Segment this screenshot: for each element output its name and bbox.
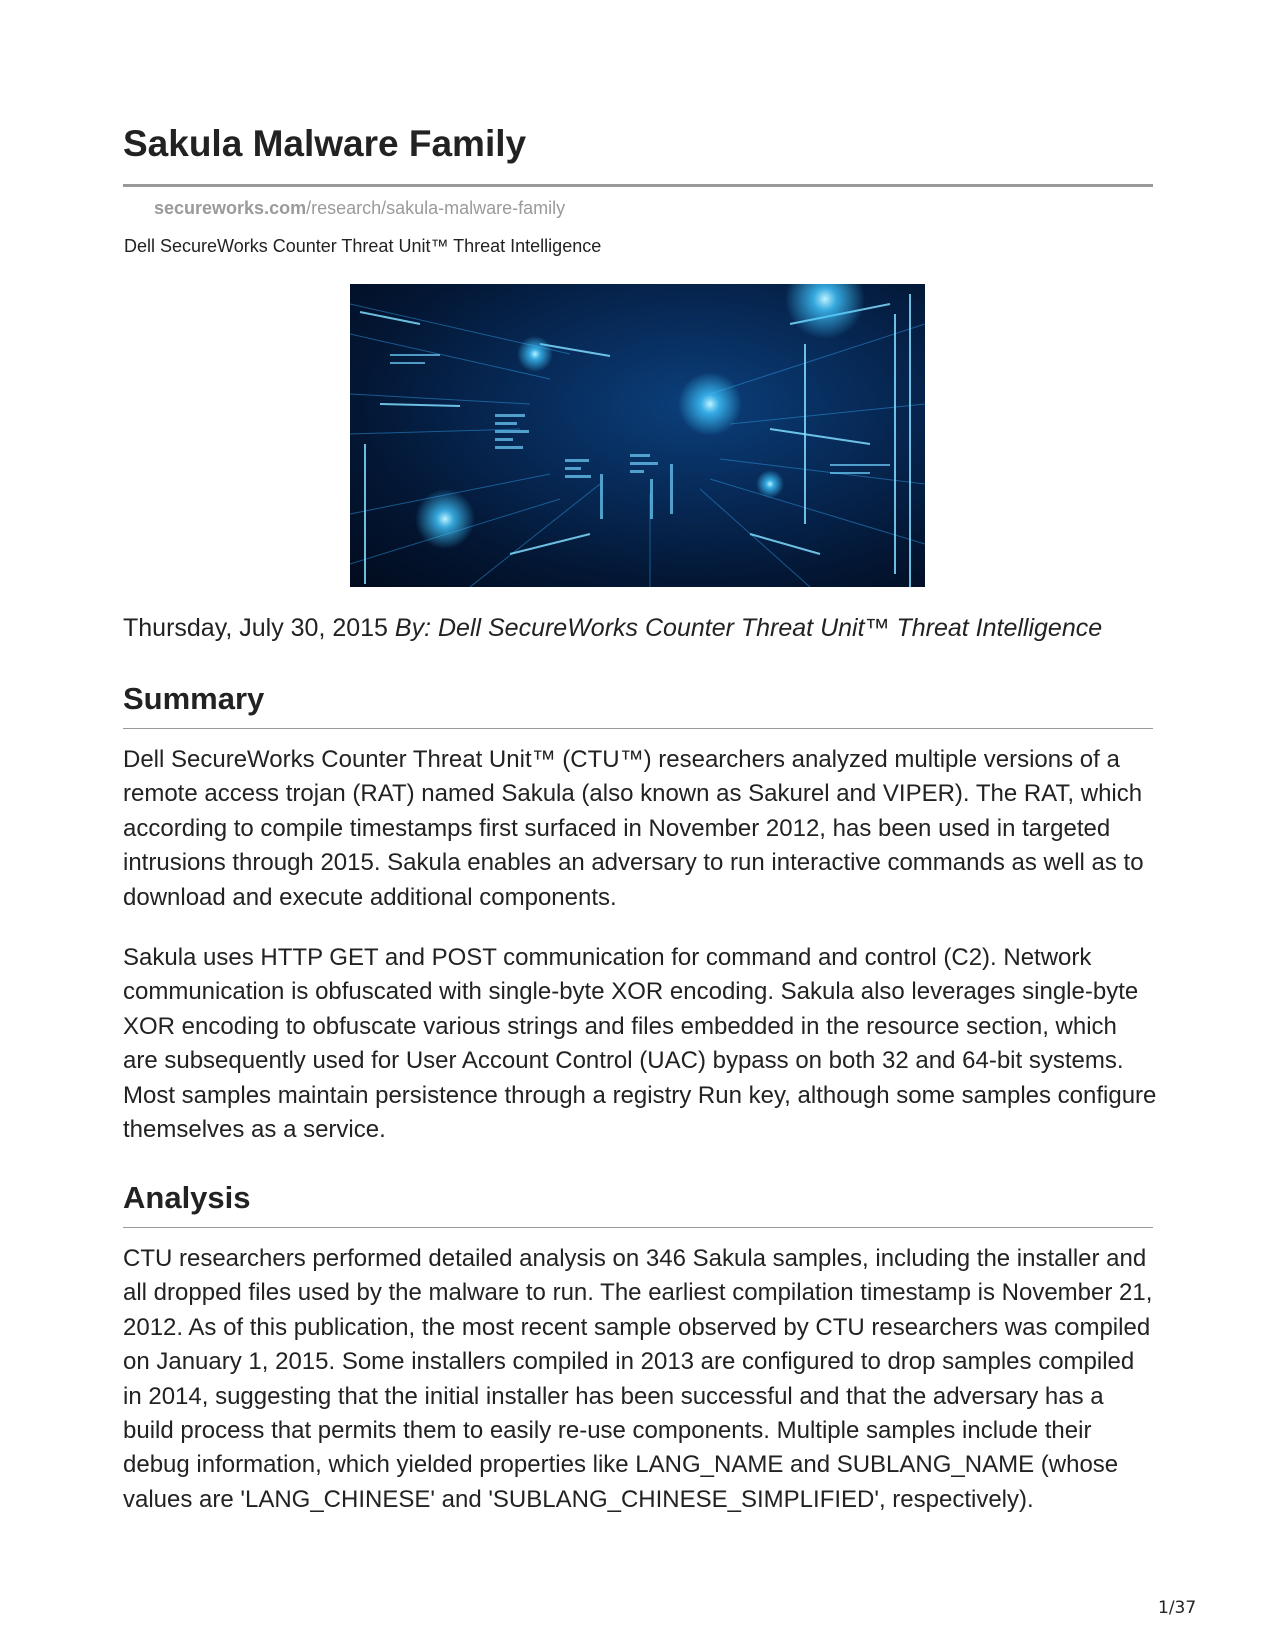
article-title: Sakula Malware Family	[123, 123, 527, 164]
author-line: By: Dell SecureWorks Counter Threat Unit™ Threat Intelligence	[394, 614, 1103, 642]
summary-heading: Summary	[123, 681, 265, 716]
data-grid-illustration	[350, 284, 925, 587]
page-number: 1/37	[1158, 1598, 1197, 1618]
analysis-paragraph-1: CTU researchers performed detailed analysis on 346 Sakula samples, including the installer and all dropped files used by the malware to run. The earliest compilation timestamp is November 21, 2012. As of this publication, the most recent sample observed by CTU researchers was compiled on January 1, 2015. Some installers compiled in 2013 are configured to drop samples compiled in 2014, suggesting that the initial installer has been successful and that the adversary has a build process that permits them to easily re-use components. Multiple samples include their debug information, which yielded properties like LANG_NAME and SUBLANG_NAME (whose values are 'LANG_CHINESE' and 'SUBLANG_CHINESE_SIMPLIFIED', respectively).	[123, 1245, 1153, 1513]
source-domain: secureworks.com	[154, 198, 307, 218]
source-path: /research/sakula-malware-family	[306, 198, 566, 218]
analysis-divider	[123, 1227, 1153, 1228]
summary-divider	[123, 728, 1153, 729]
publish-date: Thursday, July 30, 2015	[123, 614, 388, 642]
byline: Dell SecureWorks Counter Threat Unit™ Threat Intelligence	[124, 236, 602, 256]
publish-dateline	[123, 614, 1102, 643]
title-divider	[123, 184, 1153, 187]
analysis-heading: Analysis	[123, 1180, 251, 1215]
summary-paragraph-2: Sakula uses HTTP GET and POST communication for command and control (C2). Network communication is obfuscated with single-byte XOR encoding. Sakula also leverages single-byte XOR encoding to obfuscate various strings and files embedded in the resource section, which are subsequently used for User Account Control (UAC) bypass on both 32 and 64-bit systems. Most samples maintain persistence through a registry Run key, although some samples configure themselves as a service.	[123, 944, 1157, 1144]
source-url[interactable]	[154, 198, 565, 219]
summary-paragraph-1: Dell SecureWorks Counter Threat Unit™ (CTU™) researchers analyzed multiple versions of a remote access trojan (RAT) named Sakula (also known as Sakurel and VIPER). The RAT, which according to compile timestamps first surfaced in November 2012, has been used in targeted intrusions through 2015. Sakula enables an adversary to run interactive commands as well as to download and execute additional components.	[123, 746, 1144, 911]
hero-image	[350, 284, 925, 587]
